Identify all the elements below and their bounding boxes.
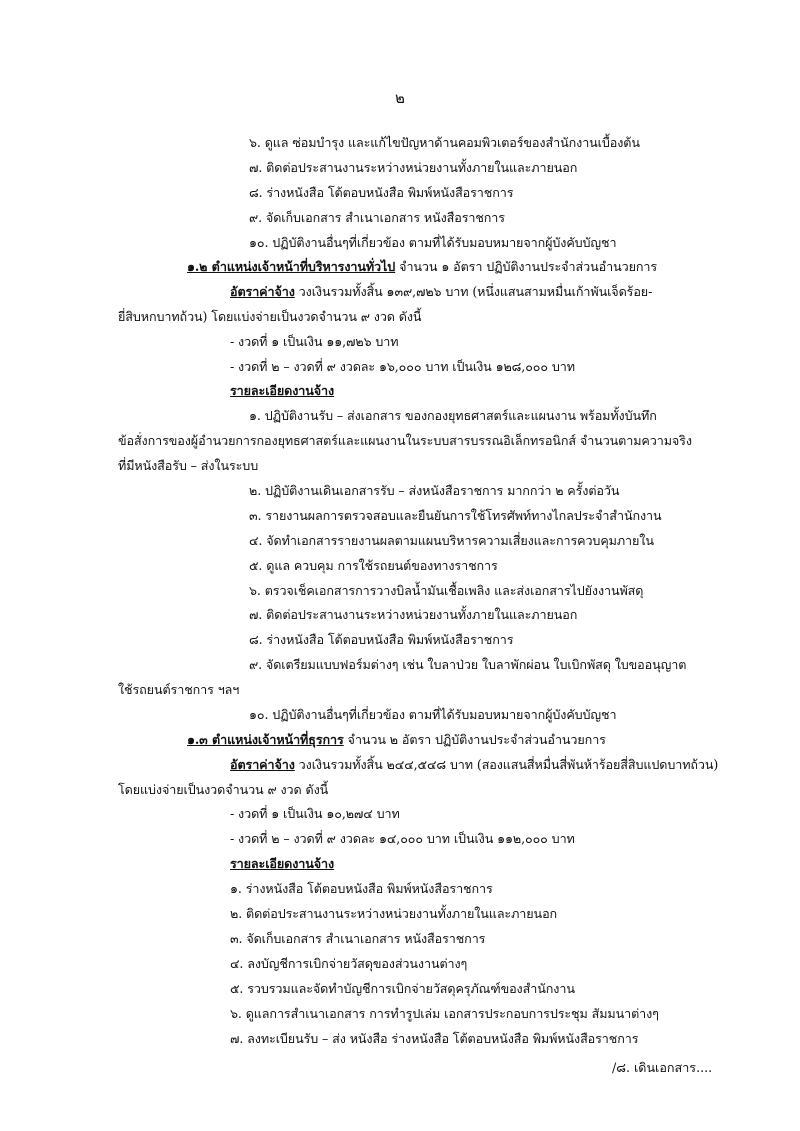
sec13-rate-line2: โดยแบ่งจ่ายเป็นงวดจำนวน ๙ งวด ดังนี้: [118, 782, 329, 797]
sec13-item-6: ๖. ดูแลการสำเนาเอกสาร การทำรูปเล่ม เอกสารประกอบการประชุม สัมมนาต่างๆ: [230, 1006, 659, 1021]
sec12-heading: [187, 258, 657, 276]
sec13-item-2: ๒. ติดต่อประสานงานระหว่างหน่วยงานทั้งภายในและภายนอก: [230, 906, 558, 921]
sec12-item-6: ๖. ตรวจเช็คเอกสารการวางบิลน้ำมันเชื้อเพลิง และส่งเอกสารไปยังงานพัสดุ: [249, 583, 644, 598]
sec12-item-4: ๔. จัดทำเอกสารรายงานผลตามแผนบริหารความเสี่ยงและการควบคุมภายใน: [249, 533, 654, 548]
sec12-installment-2: - งวดที่ ๒ – งวดที่ ๙ งวดละ ๑๖,๐๐๐ บาท เป็นเงิน ๑๒๘,๐๐๐ บาท: [230, 359, 575, 374]
sec11-item-7: ๗. ติดต่อประสานงานระหว่างหน่วยงานทั้งภายในและภายนอก: [249, 160, 578, 175]
sec12-installment-1: - งวดที่ ๑ เป็นเงิน ๑๑,๗๒๖ บาท: [230, 334, 399, 349]
page-number: ๒: [395, 89, 405, 107]
sec12-rate-line2: ยี่สิบหกบาทถ้วน) โดยแบ่งจ่ายเป็นงวดจำนวน ๙ งวด ดังนี้: [118, 309, 422, 324]
sec13-heading-title: ๑.๓ ตำแหน่งเจ้าหน้าที่ธุรการ: [187, 732, 344, 747]
sec13-item-7: ๗. ลงทะเบียนรับ – ส่ง หนังสือ ร่างหนังสือ โต้ตอบหนังสือ พิมพ์หนังสือราชการ: [230, 1031, 639, 1046]
sec12-item-9-line1: ๙. จัดเตรียมแบบฟอร์มต่างๆ เช่น ใบลาป่วย ใบลาพักผ่อน ใบเบิกพัสดุ ใบขออนุญาต: [249, 657, 687, 672]
sec13-rate-line1: [230, 756, 718, 774]
sec12-item-1-line3: ที่มีหนังสือรับ – ส่งในระบบ: [118, 458, 259, 473]
sec12-item-8: ๘. ร่างหนังสือ โต้ตอบหนังสือ พิมพ์หนังสือราชการ: [249, 632, 514, 647]
sec12-item-1-line1: ๑. ปฏิบัติงานรับ – ส่งเอกสาร ของกองยุทธศาสตร์และแผนงาน พร้อมทั้งบันทึก: [249, 408, 657, 423]
sec12-heading-title: ๑.๒ ตำแหน่งเจ้าหน้าที่บริหารงานทั่วไป: [187, 259, 396, 274]
sec13-item-1: ๑. ร่างหนังสือ โต้ตอบหนังสือ พิมพ์หนังสือราชการ: [230, 881, 493, 896]
sec13-details-heading: รายละเอียดงานจ้าง: [230, 856, 335, 871]
sec12-details-heading: รายละเอียดงานจ้าง: [230, 383, 335, 398]
sec12-item-5: ๕. ดูแล ควบคุม การใช้รถยนต์ของทางราชการ: [249, 558, 498, 573]
sec12-item-10: ๑๐. ปฏิบัติงานอื่นๆที่เกี่ยวข้อง ตามที่ได้รับมอบหมายจากผู้บังคับบัญชา: [249, 707, 617, 722]
sec12-item-3: ๓. รายงานผลการตรวจสอบและยืนยันการใช้โทรศัพท์ทางไกลประจำสำนักงาน: [249, 508, 662, 523]
sec11-item-8: ๘. ร่างหนังสือ โต้ตอบหนังสือ พิมพ์หนังสือราชการ: [249, 185, 514, 200]
sec13-installment-2: - งวดที่ ๒ – งวดที่ ๙ งวดละ ๑๔,๐๐๐ บาท เป็นเงิน ๑๑๒,๐๐๐ บาท: [230, 831, 575, 846]
sec11-item-6: ๖. ดูแล ซ่อมบำรุง และแก้ไขปัญหาด้านคอมพิวเตอร์ของสำนักงานเบื้องต้น: [249, 135, 640, 150]
sec12-item-9-line2: ใช้รถยนต์ราชการ ฯลฯ: [118, 682, 240, 697]
sec12-item-1-line2: ข้อสั่งการของผู้อำนวยการกองยุทธศาสตร์และแผนงานในระบบสารบรรณอิเล็กทรอนิกส์ จำนวนตามความจริง: [118, 433, 692, 448]
continuation-marker: /๘. เดินเอกสาร....: [612, 1060, 713, 1075]
sec12-item-2: ๒. ปฏิบัติงานเดินเอกสารรับ – ส่งหนังสือราชการ มากกว่า ๒ ครั้งต่อวัน: [249, 483, 620, 498]
sec12-rate-label: อัตราค่าจ้าง: [230, 284, 295, 299]
sec11-item-9: ๙. จัดเก็บเอกสาร สำเนาเอกสาร หนังสือราชการ: [249, 210, 505, 225]
sec12-rate-line1: [230, 283, 652, 301]
sec12-heading-detail: จำนวน ๑ อัตรา ปฏิบัติงานประจำส่วนอำนวยการ: [395, 259, 658, 274]
sec13-rate-label: อัตราค่าจ้าง: [230, 757, 295, 772]
sec12-item-7: ๗. ติดต่อประสานงานระหว่างหน่วยงานทั้งภายในและภายนอก: [249, 607, 578, 622]
sec13-item-5: ๕. รวบรวมและจัดทำบัญชีการเบิกจ่ายวัสดุครุภัณฑ์ของสำนักงาน: [230, 981, 575, 996]
sec13-rate-amount: วงเงินรวมทั้งสิ้น ๒๔๔,๕๔๘ บาท (สองแสนสี่หมื่นสี่พันห้าร้อยสี่สิบแปดบาทถ้วน): [294, 757, 719, 772]
sec12-rate-amount: วงเงินรวมทั้งสิ้น ๑๓๙,๗๒๖ บาท (หนึ่งแสนสามหมื่นเก้าพันเจ็ดร้อย-: [294, 284, 653, 299]
sec13-heading-detail: จำนวน ๒ อัตรา ปฏิบัติงานประจำส่วนอำนวยการ: [343, 732, 606, 747]
sec11-item-10: ๑๐. ปฏิบัติงานอื่นๆที่เกี่ยวข้อง ตามที่ได้รับมอบหมายจากผู้บังคับบัญชา: [249, 235, 617, 250]
sec13-installment-1: - งวดที่ ๑ เป็นเงิน ๑๐,๒๗๔ บาท: [230, 806, 400, 821]
sec13-item-4: ๔. ลงบัญชีการเบิกจ่ายวัสดุของส่วนงานต่างๆ: [230, 956, 468, 971]
sec13-heading: [187, 731, 606, 749]
sec13-item-3: ๓. จัดเก็บเอกสาร สำเนาเอกสาร หนังสือราชการ: [230, 931, 486, 946]
